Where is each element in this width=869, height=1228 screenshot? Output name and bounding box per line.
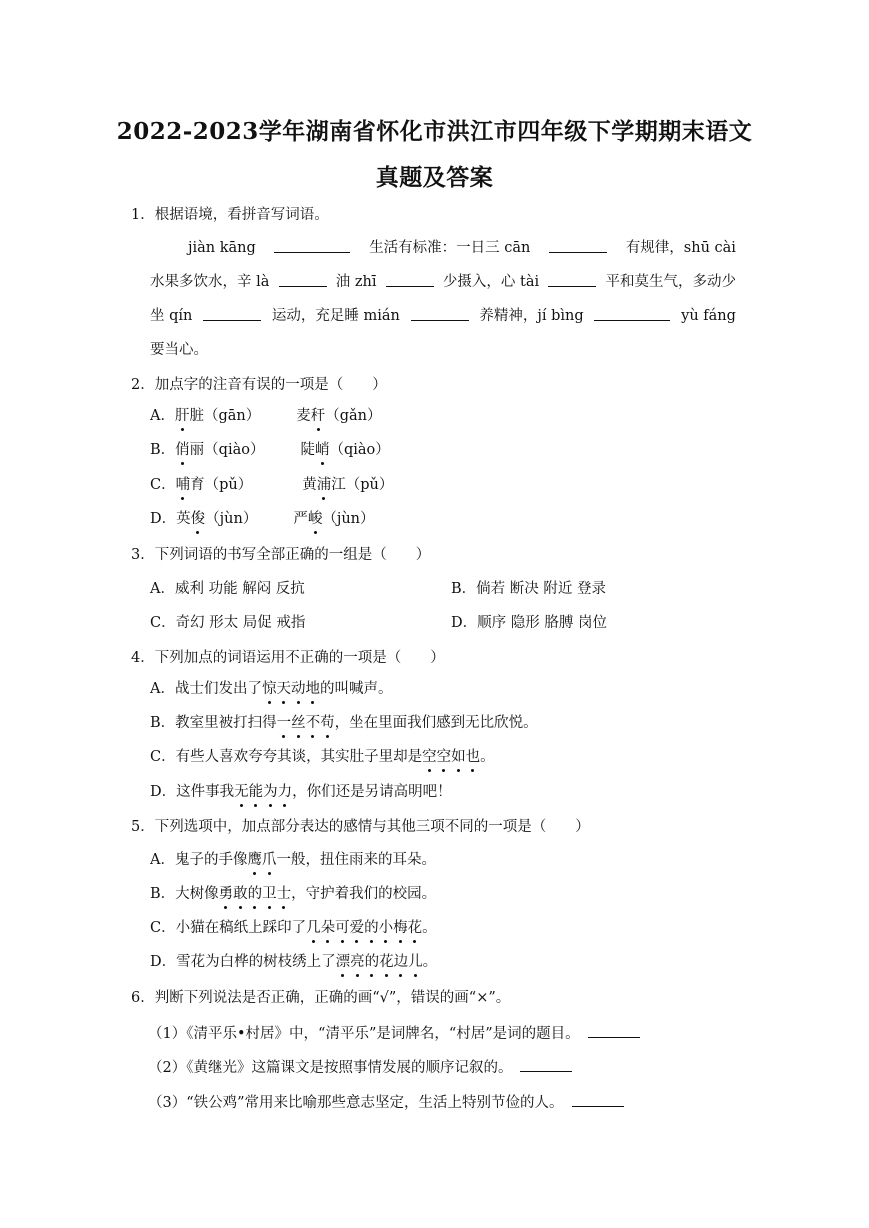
answer-blank[interactable] [549, 238, 607, 253]
answer-blank[interactable] [411, 306, 469, 321]
answer-blank[interactable] [386, 272, 434, 287]
question-5-stem: 5．下列选项中，加点部分表达的感情与其他三项不同的一项是（ ） [131, 819, 590, 835]
q1-text: 生活有标准：一日三 cān [369, 240, 531, 256]
question-1-line-4: 要当心。 [150, 342, 208, 358]
q1-text: 养精神，jí bìng [479, 308, 584, 324]
question-5-option-c[interactable]: C．小猫在稿纸上踩印了几朵可爱的小梅花。 [150, 920, 437, 936]
question-6-statement-3: （3）“铁公鸡”常用来比喻那些意志坚定，生活上特别节俭的人。 [148, 1092, 627, 1113]
question-6-statement-1: （1）《清平乐•村居》中，“清平乐”是词牌名，“村居”是词的题目。 [148, 1023, 643, 1044]
q1-text: 水果多饮水，辛 là [150, 274, 270, 290]
dotted-phrase: 勇敢的卫士 [218, 886, 292, 902]
q1-text: 少摄入，心 tài [442, 274, 540, 290]
answer-blank[interactable] [520, 1057, 572, 1072]
question-2-option-c[interactable]: C．哺育（pǔ） 黄浦江（pǔ） [150, 477, 394, 493]
document-title-line-2: 真题及答案 [375, 164, 494, 191]
q1-text: yù fáng [681, 308, 736, 324]
dotted-phrase: 一丝不苟 [276, 715, 335, 731]
question-4-option-c[interactable]: C．有些人喜欢夸夸其谈，其实肚子里却是空空如也。 [150, 749, 495, 765]
q1-text: 有规律，shū cài [625, 240, 736, 256]
dotted-phrase: 惊天动地 [261, 681, 320, 697]
q1-text: 油 zhī [335, 274, 377, 290]
answer-blank[interactable] [274, 238, 350, 253]
question-5-option-a[interactable]: A．鬼子的手像鹰爪一般，扭住雨来的耳朵。 [150, 852, 436, 868]
answer-blank[interactable] [279, 272, 327, 287]
question-2-option-a[interactable]: A．肝脏（gān） 麦秆（gǎn） [150, 408, 382, 424]
answer-blank[interactable] [594, 306, 670, 321]
question-1-line-2 [150, 272, 736, 292]
question-2-stem: 2．加点字的注音有误的一项是（ ） [131, 377, 387, 393]
question-3-option-a[interactable]: A．威利 功能 解闷 反抗 [150, 581, 305, 597]
dotted-phrase: 几朵可爱的小梅花 [306, 920, 423, 936]
question-3-option-b[interactable]: B．倘若 断决 附近 登录 [451, 581, 606, 597]
question-4-option-d[interactable]: D．这件事我无能为力，你们还是另请高明吧！ [150, 784, 452, 800]
question-1-line-1 [150, 238, 736, 258]
answer-blank[interactable] [588, 1023, 640, 1038]
question-3-stem: 3．下列词语的书写全部正确的一组是（ ） [131, 547, 431, 563]
answer-blank[interactable] [548, 272, 596, 287]
question-4-stem: 4．下列加点的词语运用不正确的一项是（ ） [131, 650, 445, 666]
q1-text: 运动，充足睡 mián [271, 308, 400, 324]
question-2-option-d[interactable]: D．英俊（jùn） 严峻（jùn） [150, 511, 375, 527]
question-5-option-b[interactable]: B．大树像勇敢的卫士，守护着我们的校园。 [150, 886, 437, 902]
dotted-phrase: 空空如也 [422, 749, 481, 765]
question-6-statement-2: （2）《黄继光》这篇课文是按照事情发展的顺序记叙的。 [148, 1057, 575, 1078]
dotted-phrase: 漂亮的花边儿 [335, 954, 423, 970]
question-5-option-d[interactable]: D．雪花为白桦的树枝绣上了漂亮的花边儿。 [150, 954, 438, 970]
question-3-option-c[interactable]: C．奇幻 形太 局促 戒指 [150, 615, 306, 631]
answer-blank[interactable] [572, 1092, 624, 1107]
dotted-phrase: 无能为力 [234, 784, 293, 800]
question-4-option-a[interactable]: A．战士们发出了惊天动地的叫喊声。 [150, 681, 393, 697]
q1-text: jiàn kāng [188, 240, 256, 256]
question-4-option-b[interactable]: B．教室里被打扫得一丝不苟，坐在里面我们感到无比欣悦。 [150, 715, 538, 731]
document-title-line-1: 2022-2023学年湖南省怀化市洪江市四年级下学期期末语文 [116, 118, 753, 145]
question-1-stem: 1．根据语境，看拼音写词语。 [131, 207, 329, 223]
question-6-stem: 6．判断下列说法是否正确，正确的画“√”，错误的画“×”。 [131, 990, 511, 1006]
question-3-option-d[interactable]: D．顺序 隐形 胳膊 岗位 [451, 615, 607, 631]
question-2-option-b[interactable]: B．俏丽（qiào） 陡峭（qiào） [150, 442, 390, 458]
q1-text: 坐 qín [150, 308, 193, 324]
dotted-phrase: 鹰爪 [247, 852, 277, 868]
answer-blank[interactable] [203, 306, 261, 321]
q1-text: 平和莫生气，多动少 [605, 274, 736, 290]
question-1-line-3 [150, 306, 736, 326]
